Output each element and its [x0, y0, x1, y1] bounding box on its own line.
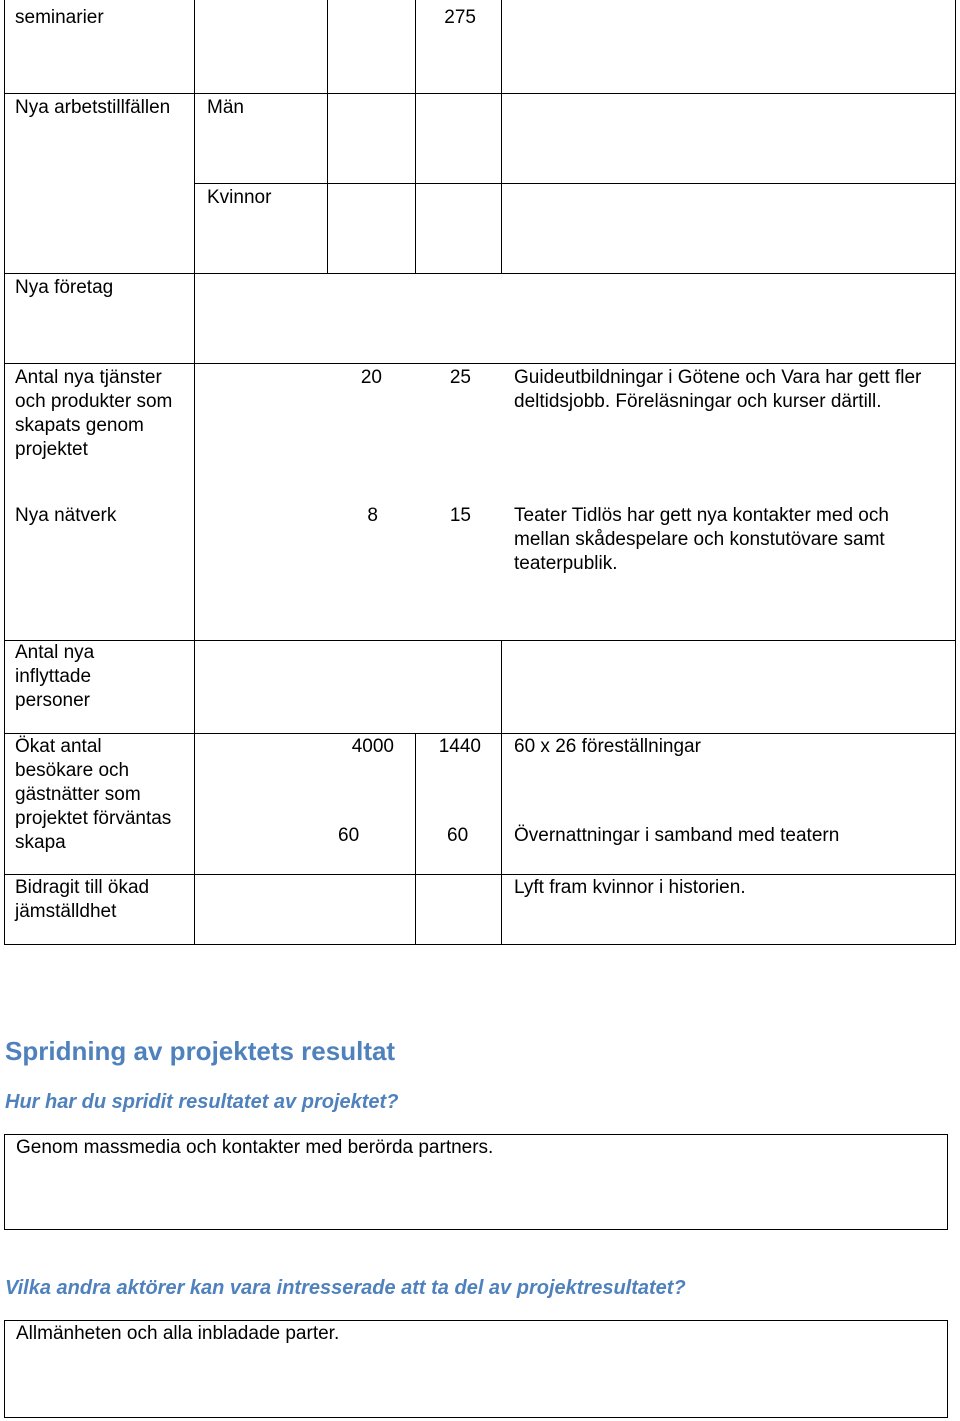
- table-row-line: [4, 733, 956, 734]
- row-label: Antal nya tjänster och produkter som skapats genom projektet: [15, 367, 173, 460]
- table-row-line: [4, 874, 956, 875]
- table-col-line: [194, 0, 195, 945]
- row-value-1b: 60: [338, 825, 360, 846]
- row-comment: Teater Tidlös har gett nya kontakter med och mellan skådespelare och konstutövare samt teaterpublik.: [514, 505, 889, 574]
- section-title: Spridning av projektets resultat: [5, 1036, 396, 1066]
- row-value-2: 1440: [438, 736, 481, 757]
- row-label: Antal nya inflyttade personer: [15, 642, 95, 711]
- answer-1-box[interactable]: [4, 1134, 948, 1230]
- row-sublabel-women: Kvinnor: [207, 187, 272, 208]
- row-label: Nya nätverk: [15, 505, 117, 526]
- row-comment-2: Övernattningar i samband med teatern: [514, 825, 840, 846]
- row-sublabel-men: Män: [207, 97, 244, 118]
- question-2: Vilka andra aktörer kan vara intresserade att ta del av projektresultatet?: [5, 1277, 686, 1299]
- answer-2-box[interactable]: [4, 1320, 948, 1418]
- row-value-1: 4000: [351, 736, 394, 757]
- table-col-line: [327, 0, 328, 273]
- row-label: Ökat antal besökare och gästnätter som projektet förväntas skapa: [15, 736, 172, 853]
- answer-1-text: Genom massmedia och kontakter med berörda partners.: [16, 1137, 494, 1158]
- table-row-line: [4, 640, 956, 641]
- table-row-line: [4, 273, 956, 274]
- row-label: Nya företag: [15, 277, 114, 298]
- row-label: Nya arbetstillfällen: [15, 97, 171, 118]
- row-value-2: 25: [449, 367, 471, 388]
- table-col-line: [415, 0, 416, 273]
- row-value-1: 20: [360, 367, 382, 388]
- table-row-line: [4, 93, 956, 94]
- answer-2-text: Allmänheten och alla inbladade parter.: [16, 1323, 340, 1344]
- table-col-line: [415, 733, 416, 945]
- table-border-left: [4, 0, 5, 945]
- table-border-right: [955, 0, 956, 945]
- row-value: 275: [444, 7, 476, 28]
- row-comment: Guideutbildningar i Götene och Vara har gett fler deltidsjobb. Föreläsningar och kurser därtill.: [514, 367, 922, 412]
- table-col-line: [501, 0, 502, 273]
- row-label: seminarier: [15, 7, 104, 28]
- table-row-line: [194, 183, 956, 184]
- question-1: Hur har du spridit resultatet av projektet?: [5, 1091, 399, 1113]
- row-value-1: 8: [367, 505, 378, 526]
- row-comment: Lyft fram kvinnor i historien.: [514, 877, 746, 898]
- row-comment: 60 x 26 föreställningar: [514, 736, 701, 757]
- table-border-bottom: [4, 944, 956, 945]
- row-value-2: 15: [449, 505, 471, 526]
- row-value-2b: 60: [447, 825, 469, 846]
- row-label: Bidragit till ökad jämställdhet: [15, 877, 150, 922]
- table-row-line: [4, 363, 956, 364]
- table-col-line: [501, 640, 502, 945]
